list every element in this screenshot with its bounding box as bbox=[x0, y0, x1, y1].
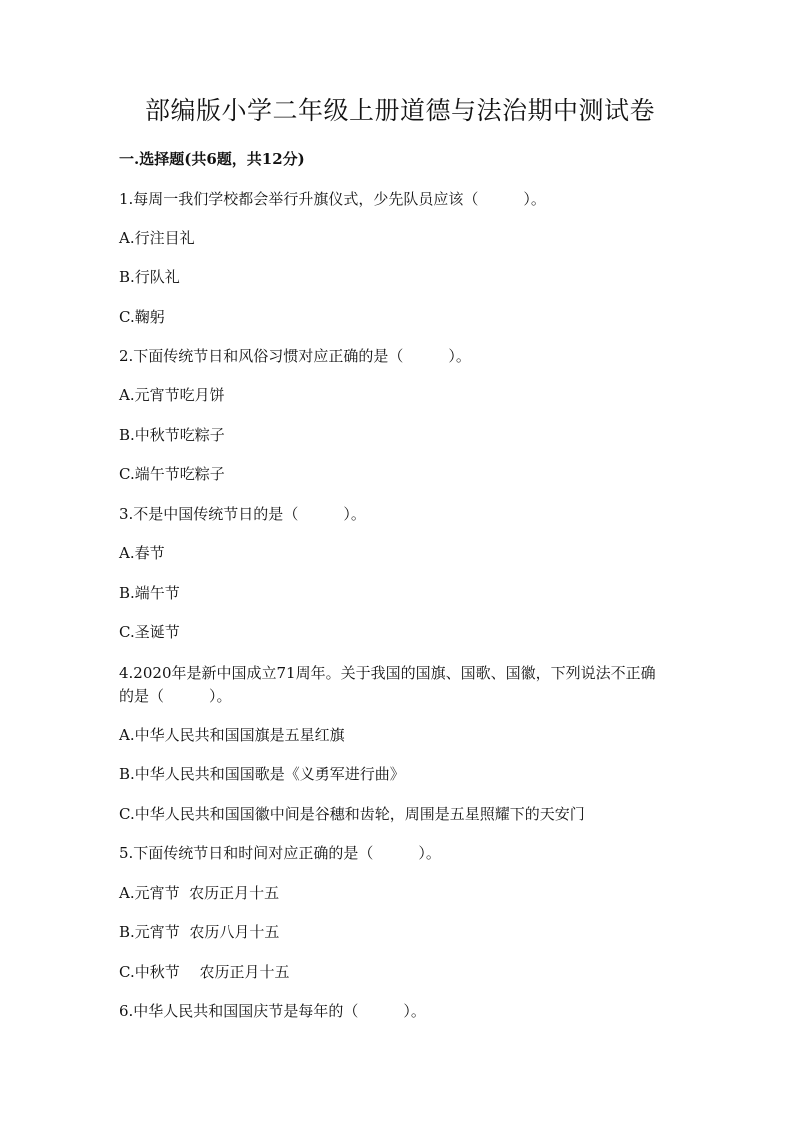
question-5-option-b: B.元宵节 农历八月十五 bbox=[119, 923, 280, 941]
question-2-option-a: A.元宵节吃月饼 bbox=[119, 386, 225, 404]
question-1-option-b: B.行队礼 bbox=[119, 268, 180, 286]
question-4-option-c: C.中华人民共和国国徽中间是谷穗和齿轮，周围是五星照耀下的天安门 bbox=[119, 805, 585, 823]
question-5-option-c: C.中秋节 农历正月十五 bbox=[119, 963, 290, 981]
question-4-option-a: A.中华人民共和国国旗是五星红旗 bbox=[119, 726, 345, 744]
question-3-option-a: A.春节 bbox=[119, 544, 165, 562]
question-2-option-b: B.中秋节吃粽子 bbox=[119, 426, 225, 444]
question-3-stem: 3.不是中国传统节日的是（ ）。 bbox=[119, 505, 366, 523]
question-5-option-a: A.元宵节 农历正月十五 bbox=[119, 884, 280, 902]
page-title: 部编版小学二年级上册道德与法治期中测试卷 bbox=[144, 96, 655, 125]
question-4-stem: 4.2020年是新中国成立71周年。关于我国的国旗、国歌、国徽，下列说法不正确的是（ ）。 bbox=[119, 664, 656, 705]
question-4-option-b: B.中华人民共和国国歌是《义勇军进行曲》 bbox=[119, 765, 405, 783]
question-1-option-c: C.鞠躬 bbox=[119, 308, 165, 326]
question-3-option-c: C.圣诞节 bbox=[119, 623, 180, 641]
question-6-stem: 6.中华人民共和国国庆节是每年的（ ）。 bbox=[119, 1002, 426, 1020]
question-1-stem: 1.每周一我们学校都会举行升旗仪式，少先队员应该（ ）。 bbox=[119, 190, 546, 208]
section-heading: 一.选择题(共6题，共12分) bbox=[119, 150, 305, 168]
question-2-stem: 2.下面传统节日和风俗习惯对应正确的是（ ）。 bbox=[119, 347, 471, 365]
question-3-option-b: B.端午节 bbox=[119, 584, 180, 602]
question-2-option-c: C.端午节吃粽子 bbox=[119, 465, 225, 483]
question-1-option-a: A.行注目礼 bbox=[119, 229, 195, 247]
question-5-stem: 5.下面传统节日和时间对应正确的是（ ）。 bbox=[119, 844, 441, 862]
